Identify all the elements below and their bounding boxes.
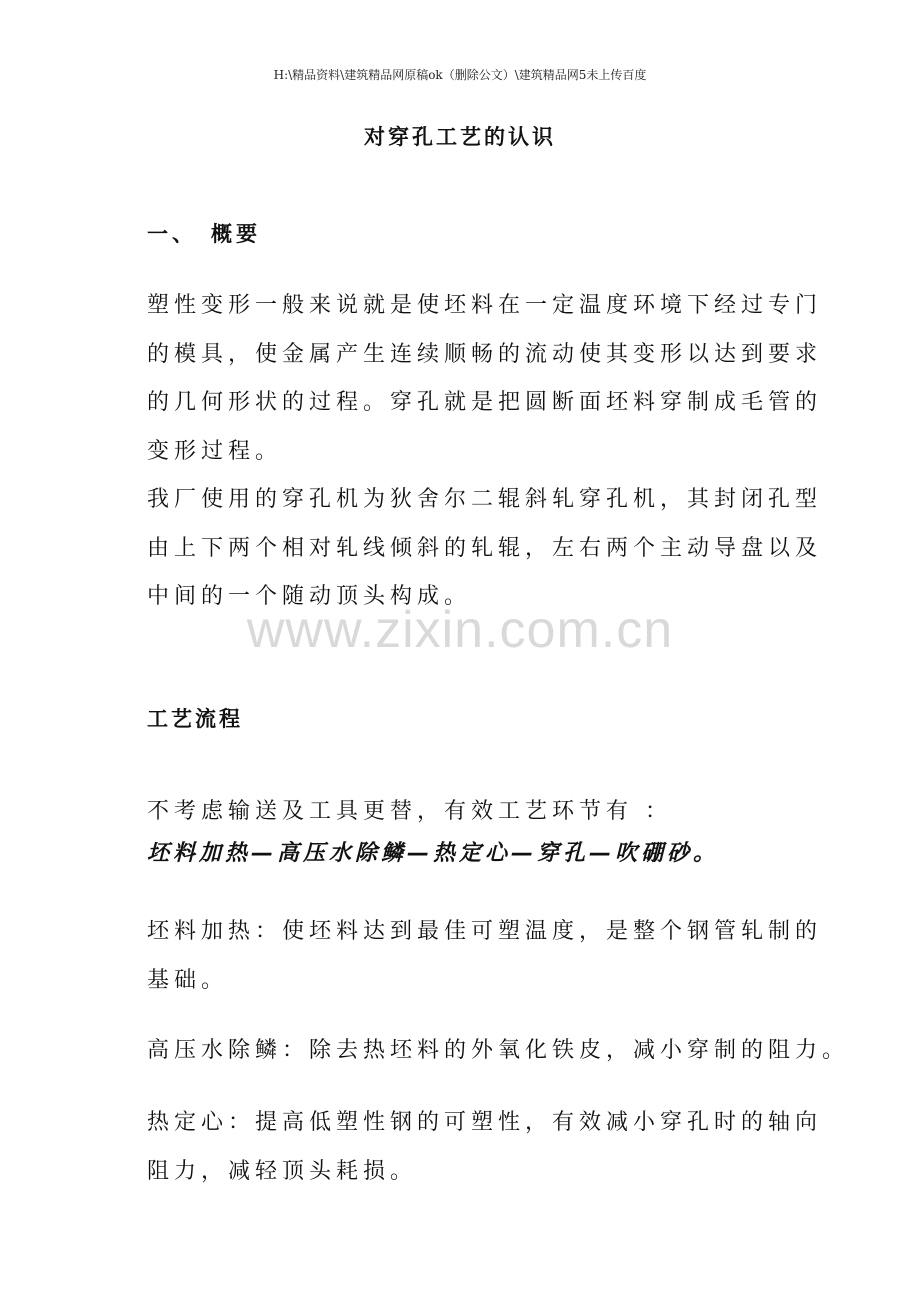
text-line: 的几何形状的过程。穿孔就是把圆断面坯料穿制成毛管的: [147, 390, 823, 415]
text-line: 热定心：提高低塑性钢的可塑性，有效减小穿孔时的轴向: [147, 1110, 823, 1135]
text-line: 不考虑输送及工具更替，有效工艺环节有 ：: [147, 799, 672, 824]
text-line: 高压水除鳞：除去热坯料的外氧化铁皮，减小穿制的阻力。: [147, 1038, 850, 1063]
text-line: 基础。: [147, 967, 229, 993]
text-line: 变形过程。: [147, 438, 283, 464]
text-line: 阻力，减轻顶头耗损。: [147, 1158, 418, 1184]
file-path-header: H:\精品资料\建筑精品网原稿ok（删除公文）\建筑精品网5未上传百度: [273, 68, 647, 82]
section-heading-process-flow: 工艺流程: [147, 707, 243, 731]
paragraph-process-intro: [147, 788, 797, 837]
text-line: 中间的一个随动顶头构成。: [147, 584, 472, 609]
text-line: 我厂使用的穿孔机为狄舍尔二辊斜轧穿孔机，其封闭孔型: [147, 487, 823, 512]
watermark: www.zixin.com.cn: [246, 601, 674, 659]
process-flow-sequence: 坯料加热—高压水除鳞—热定心—穿孔—吹硼砂。: [147, 841, 720, 866]
text-line: 塑性变形一般来说就是使坯料在一定温度环境下经过专门: [147, 293, 823, 318]
section-number: 一、: [147, 222, 197, 246]
section-heading-text: 概要: [211, 222, 261, 246]
paragraph-descaling: [147, 1027, 850, 1076]
section-heading-overview: [147, 218, 261, 248]
paragraph-billet-heating: [147, 908, 823, 1005]
text-line: 坯料加热：使坯料达到最佳可塑温度，是整个钢管轧制的: [147, 919, 823, 944]
text-line: 的模具，使金属产生连续顺畅的流动使其变形以达到要求: [147, 341, 823, 367]
text-line: 由上下两个相对轧线倾斜的轧辊，左右两个主动导盘以及: [147, 535, 823, 561]
paragraph-hot-centering: [147, 1099, 823, 1196]
document-title: 对穿孔工艺的认识: [364, 125, 556, 149]
paragraph-plastic-deformation: [147, 282, 823, 476]
